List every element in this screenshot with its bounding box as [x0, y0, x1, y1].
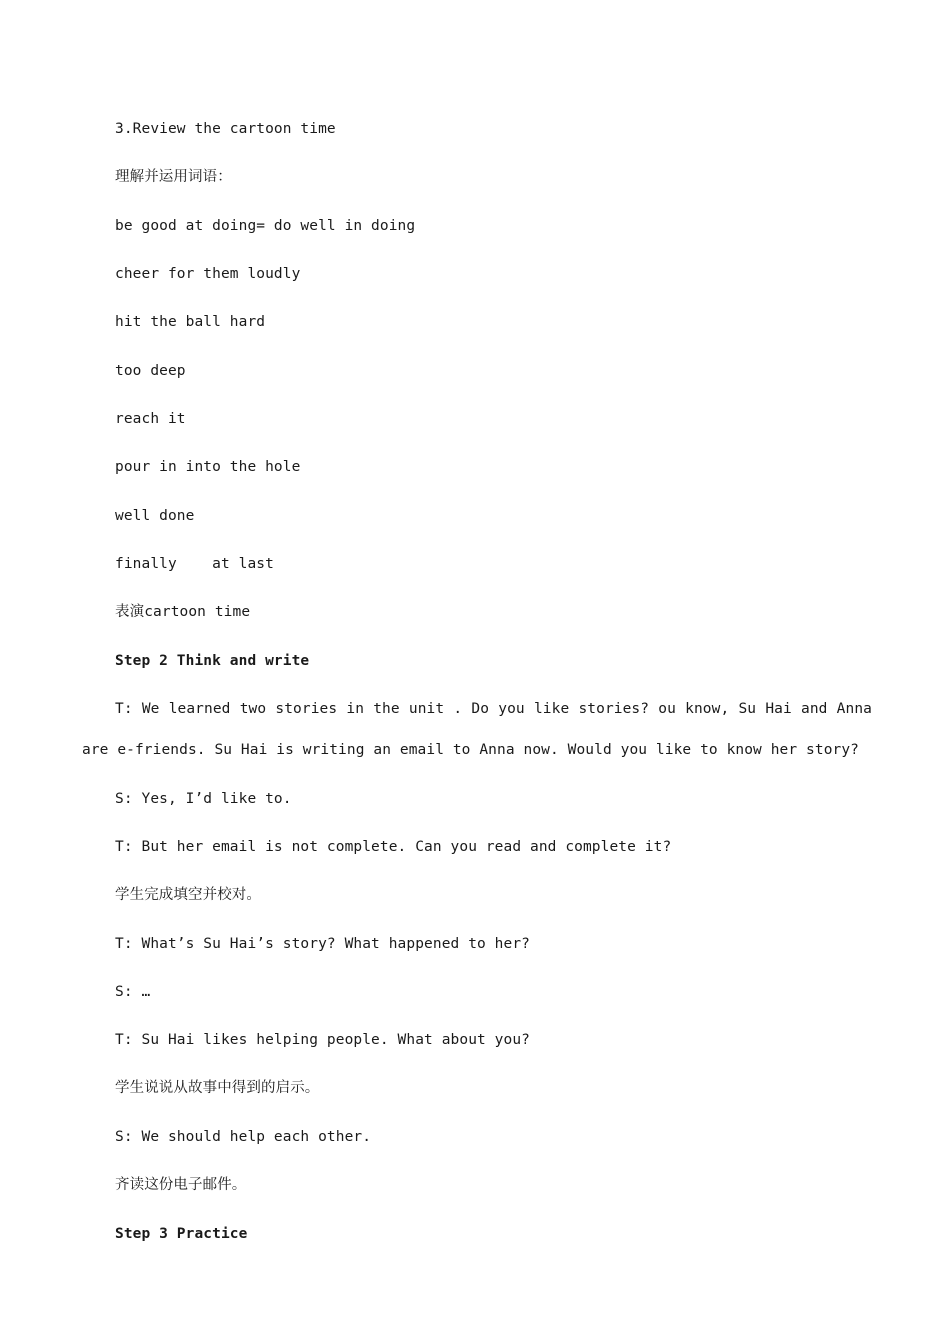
- vocab-line: well done: [115, 508, 195, 524]
- dialogue-line: T: But her email is not complete. Can you read and complete it?: [115, 839, 672, 855]
- dialogue-line: S: …: [115, 984, 151, 1000]
- step2-intro-paragraph: T: We learned two stories in the unit . Do you like stories? ou know, Su Hai and Anna are e-friends. Su Hai is writing an email to Anna now. Would you like to know her story?: [82, 701, 872, 758]
- step2-heading: Step 2 Think and write: [115, 653, 310, 669]
- dialogue-line: T: Su Hai likes helping people. What about you?: [115, 1032, 530, 1048]
- dialogue-line: T: What’s Su Hai’s story? What happened to her?: [115, 936, 530, 952]
- vocab-line: be good at doing= do well in doing: [115, 218, 416, 234]
- instruction-line: 齐读这份电子邮件。: [115, 1177, 247, 1193]
- step3-heading: Step 3 Practice: [115, 1226, 248, 1242]
- vocab-line: too deep: [115, 363, 186, 379]
- act-out-line: 表演cartoon time: [115, 604, 251, 620]
- vocab-line: cheer for them loudly: [115, 266, 301, 282]
- review-cartoon-time-line: 3.Review the cartoon time: [115, 121, 336, 137]
- vocab-line: reach it: [115, 411, 186, 427]
- instruction-line: 学生说说从故事中得到的启示。: [115, 1080, 320, 1096]
- vocab-line: hit the ball hard: [115, 314, 266, 330]
- dialogue-line: S: Yes, I’d like to.: [115, 791, 292, 807]
- dialogue-line: S: We should help each other.: [115, 1129, 372, 1145]
- instruction-line: 学生完成填空并校对。: [115, 887, 261, 903]
- vocab-line: pour in into the hole: [115, 459, 301, 475]
- vocab-instruction-line: 理解并运用词语：: [115, 169, 232, 185]
- vocab-line: finally at last: [115, 556, 274, 572]
